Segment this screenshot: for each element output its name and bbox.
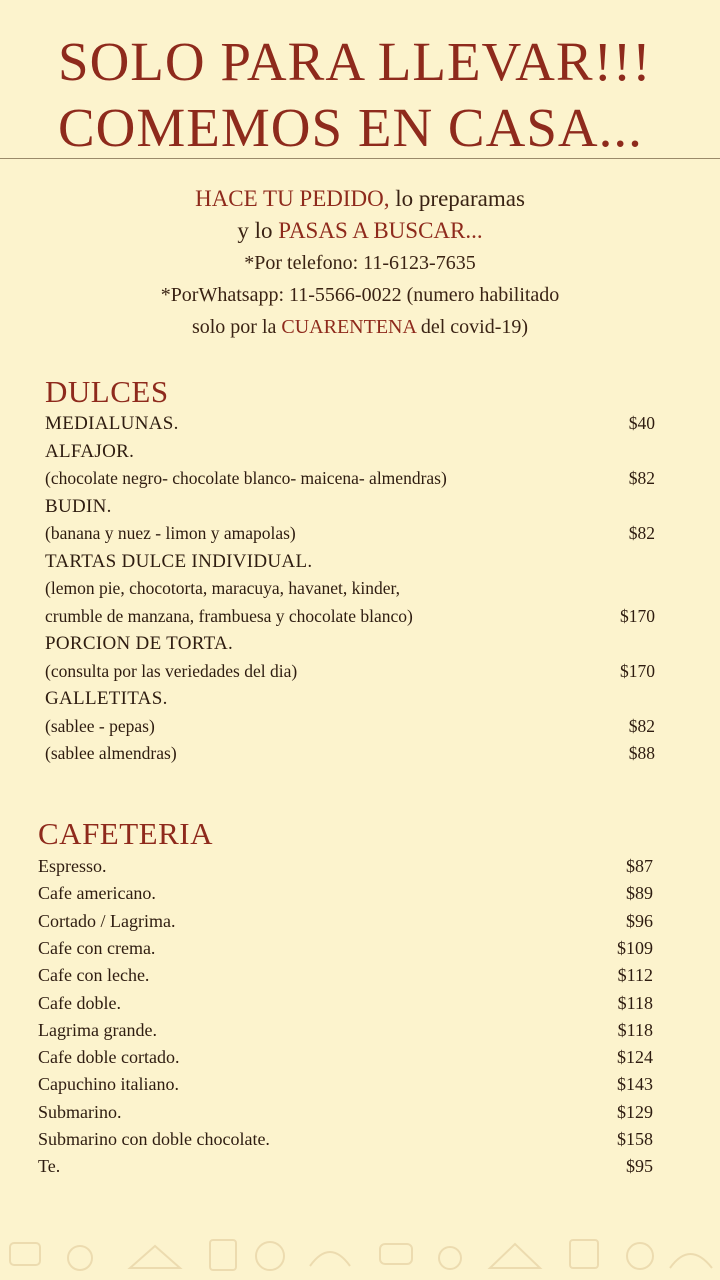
menu-item-name: Te. [38, 1156, 61, 1177]
quarantine-text-b: del covid-19) [415, 316, 529, 338]
menu-row [45, 438, 655, 465]
menu-item-name: (sablee almendras) [45, 743, 177, 763]
menu-item-price: $109 [617, 937, 653, 958]
menu-item-name: Lagrima grande. [38, 1019, 157, 1040]
menu-item-name: Cafe con leche. [38, 965, 150, 986]
order-text: lo preparamas [389, 186, 525, 211]
menu-item-price: $112 [617, 965, 653, 986]
menu-item-price: $170 [620, 660, 655, 681]
menu-row [38, 853, 653, 880]
decorative-pattern [0, 1218, 720, 1280]
menu-row [38, 1099, 653, 1126]
menu-item-price: $82 [628, 715, 655, 736]
menu-row [38, 990, 653, 1017]
menu-row [45, 548, 655, 575]
menu-item-price: $124 [617, 1047, 653, 1068]
menu-item-name: Cortado / Lagrima. [38, 910, 176, 931]
menu-row [45, 740, 655, 767]
menu-item-name: Submarino. [38, 1101, 122, 1122]
menu-item-name: crumble de manzana, frambuesa y chocolate blanco) [45, 605, 413, 626]
menu-item-heading: BUDIN. [45, 495, 112, 517]
menu-row [38, 1126, 653, 1153]
menu-row [45, 658, 655, 685]
menu-row [38, 1017, 653, 1044]
menu-row [38, 1071, 653, 1098]
menu-row [45, 493, 655, 520]
menu-row [45, 410, 655, 437]
menu-row [45, 713, 655, 740]
quarantine-line [0, 311, 720, 343]
headline-takeaway: SOLO PARA LLEVAR!!! [58, 31, 652, 92]
pickup-text: y lo [237, 218, 279, 243]
menu-row [38, 935, 653, 962]
menu-item-price: $82 [628, 523, 655, 543]
order-instructions [0, 183, 720, 343]
menu-item-price: $95 [626, 1156, 653, 1177]
menu-item-price: $158 [617, 1129, 653, 1149]
menu-item-price: $40 [628, 413, 655, 433]
menu-item-heading: PORCION DE TORTA. [45, 633, 234, 654]
menu-item-price: $129 [617, 1101, 653, 1122]
menu-item-price: $118 [617, 992, 653, 1013]
menu-row [38, 1044, 653, 1071]
menu-row [38, 908, 653, 935]
instructions-line-1 [0, 183, 720, 215]
menu-row [38, 1153, 653, 1180]
instructions-line-2 [0, 215, 720, 247]
menu-row [45, 465, 655, 492]
menu-row [45, 630, 655, 657]
menu-item-name: Cafe americano. [38, 883, 156, 904]
menu-item-heading: TARTAS DULCE INDIVIDUAL. [45, 550, 313, 572]
menu-item-price: $170 [620, 605, 655, 626]
menu-row [45, 685, 655, 712]
headline-eat-at-home: COMEMOS EN CASA... [58, 97, 643, 158]
quarantine-callout: CUARENTENA [281, 316, 416, 338]
menu-item-name: Espresso. [38, 856, 107, 876]
menu-item-price: $89 [626, 883, 653, 904]
menu-item-price: $143 [617, 1074, 653, 1095]
menu-item-heading: GALLETITAS. [45, 688, 168, 709]
menu-row [45, 520, 655, 547]
order-callout: HACE TU PEDIDO, [195, 186, 390, 211]
header [0, 0, 720, 159]
menu-item-name: Capuchino italiano. [38, 1074, 179, 1095]
menu-item-heading: MEDIALUNAS. [45, 413, 179, 434]
menu-item-name: (consulta por las veriedades del dia) [45, 660, 298, 681]
menu-item-heading: ALFAJOR. [45, 440, 135, 462]
section-title-cafeteria: CAFETERIA [38, 816, 213, 851]
menu-item-price: $88 [628, 743, 655, 763]
menu-item-name: Cafe doble. [38, 992, 121, 1013]
quarantine-text-a: solo por la [191, 316, 282, 338]
menu-row [45, 575, 655, 602]
phone-line: *Por telefono: 11-6123-7635 [244, 252, 476, 274]
menu-row [38, 962, 653, 989]
menu-item-name: Cafe con crema. [38, 937, 156, 958]
menu-item-name: (banana y nuez - limon y amapolas) [45, 523, 296, 543]
menu-item-name: Submarino con doble chocolate. [38, 1129, 270, 1149]
menu-row [38, 880, 653, 907]
section-title-dulces: DULCES [45, 374, 169, 409]
menu-item-name: (sablee - pepas) [45, 715, 155, 736]
menu-item-price: $118 [617, 1019, 653, 1040]
menu-item-price: $87 [626, 856, 653, 876]
menu-item-name: (chocolate negro- chocolate blanco- maicena- almendras) [45, 468, 447, 488]
menu-item-name: (lemon pie, chocotorta, maracuya, havanet, kinder, [45, 578, 400, 598]
whatsapp-line: *PorWhatsapp: 11-5566-0022 (numero habilitado [160, 284, 560, 306]
menu-item-name: Cafe doble cortado. [38, 1047, 180, 1068]
menu-item-price: $82 [628, 468, 655, 488]
pickup-callout: PASAS A BUSCAR... [278, 218, 483, 243]
menu-item-price: $96 [626, 910, 653, 931]
menu-row [45, 603, 655, 630]
